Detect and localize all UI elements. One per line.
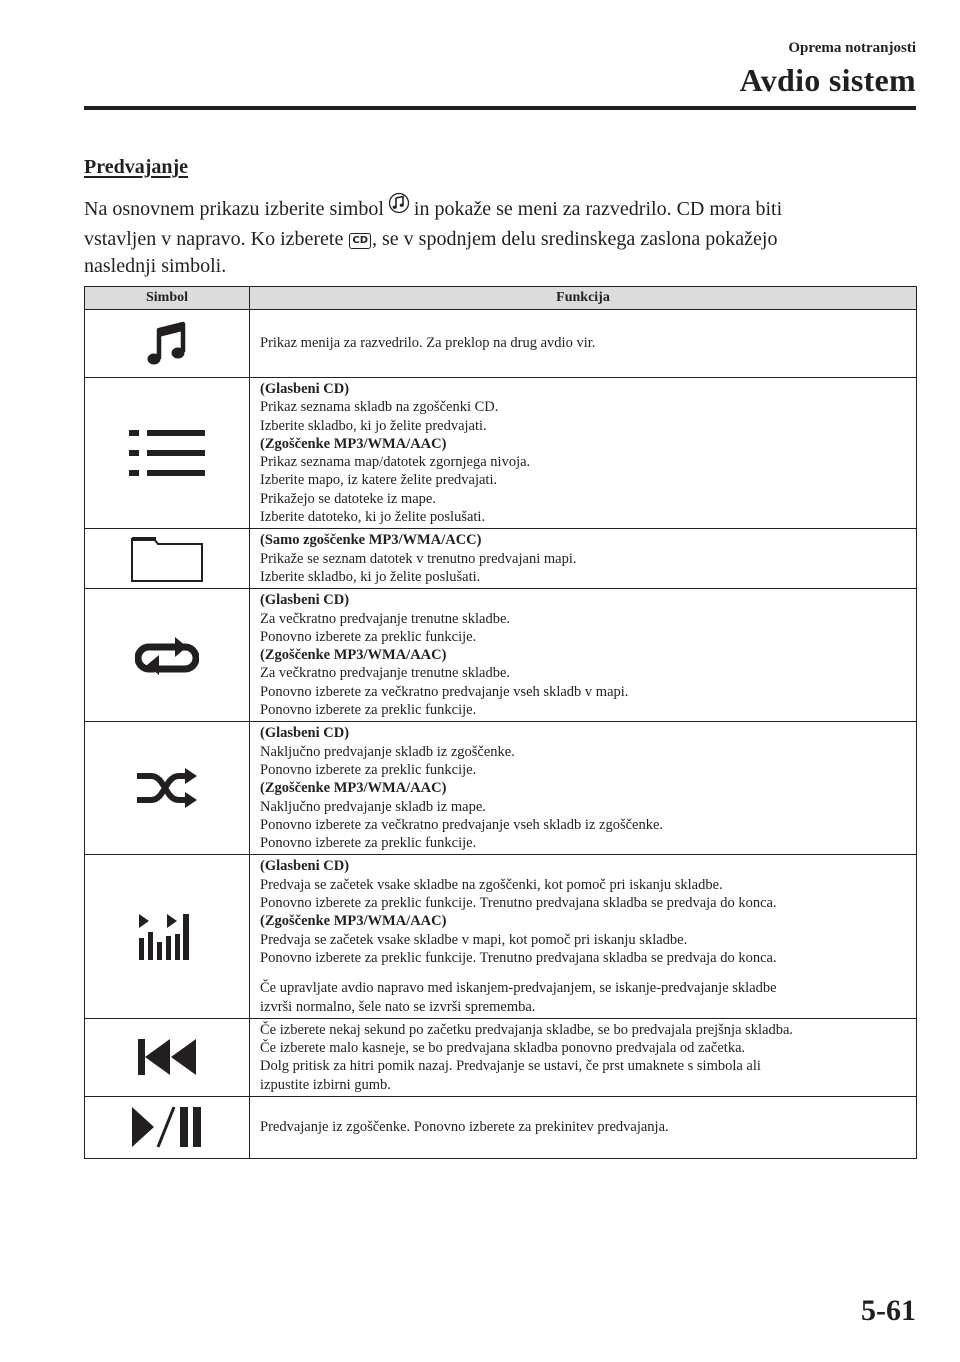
function-text: Prikaz seznama map/datotek zgornjega nivoja. <box>260 454 531 471</box>
function-cell <box>250 378 917 529</box>
function-text: Izberite skladbo, ki jo želite predvajati. <box>260 417 487 434</box>
symbol-cell <box>85 1096 250 1158</box>
folder-icon <box>130 549 204 566</box>
function-cell <box>250 310 917 378</box>
table-row <box>85 1096 917 1158</box>
function-text: Ponovno izberete za preklic funkcije. <box>260 702 477 719</box>
intro-text: , se v spodnjem delu sredinskega zaslona pokažejo <box>372 228 778 250</box>
function-text: (Glasbeni CD) <box>260 858 350 875</box>
section-title: Predvajanje <box>84 156 189 178</box>
function-text: Za večkratno predvajanje trenutne skladbe. <box>260 610 511 627</box>
function-text: (Zgoščenke MP3/WMA/AAC) <box>260 913 447 930</box>
function-text: izpustite izbirni gumb. <box>260 1076 391 1093</box>
intro-text: Na osnovnem prikazu izberite simbol <box>84 198 384 220</box>
table-row <box>85 722 917 855</box>
function-text: Naključno predvajanje skladb iz zgoščenke. <box>260 743 515 760</box>
section-header: Oprema notranjosti <box>788 40 916 56</box>
function-text: izvrši normalno, šele nato se izvrši sprememba. <box>260 998 536 1015</box>
table-row <box>85 378 917 529</box>
symbol-cell <box>85 310 250 378</box>
intro-paragraph <box>84 192 904 280</box>
table-header-row <box>85 287 917 310</box>
function-text: Naključno predvajanje skladb iz mape. <box>260 798 486 815</box>
function-text: Dolg pritisk za hitri pomik nazaj. Predvajanje se ustavi, če prst umaknete s simbola ali <box>260 1058 761 1075</box>
function-cell <box>250 722 917 855</box>
chapter-title: Avdio sistem <box>739 62 916 98</box>
column-header-function: Funkcija <box>250 287 917 310</box>
table-row <box>85 1018 917 1096</box>
function-text: Ponovno izberete za večkratno predvajanje vseh skladb v mapi. <box>260 683 629 700</box>
function-text: (Glasbeni CD) <box>260 592 350 609</box>
scan-icon <box>137 927 197 944</box>
function-cell <box>250 855 917 1018</box>
function-text: Ponovno izberete za preklic funkcije. Trenutno predvajana skladba se predvaja do konca. <box>260 895 777 912</box>
function-text: (Zgoščenke MP3/WMA/AAC) <box>260 647 447 664</box>
function-cell <box>250 1096 917 1158</box>
function-text: (Zgoščenke MP3/WMA/AAC) <box>260 435 447 452</box>
music-note-icon <box>388 192 410 226</box>
function-text: Če upravljate avdio napravo med iskanjem-predvajanjem, se iskanje-predvajanje skladbe <box>260 980 777 997</box>
symbol-cell <box>85 722 250 855</box>
function-text: Prikaže se seznam datotek v trenutno predvajani mapi. <box>260 550 577 567</box>
symbol-cell <box>85 1018 250 1096</box>
shuffle-icon <box>135 779 199 796</box>
function-text: (Samo zgoščenke MP3/WMA/ACC) <box>260 532 482 549</box>
page-number: 5-61 <box>861 1294 916 1327</box>
intro-text: vstavljen v napravo. Ko izberete <box>84 228 344 250</box>
header-rule <box>84 106 916 110</box>
function-text: Predvaja se začetek vsake skladbe v mapi, kot pomoč pri iskanju skladbe. <box>260 931 688 948</box>
symbol-cell <box>85 529 250 589</box>
function-text: Če izberete nekaj sekund po začetku predvajanja skladbe, se bo predvajala prejšnja skladba. <box>260 1021 794 1038</box>
paragraph-gap <box>260 967 908 979</box>
function-text: Ponovno izberete za preklic funkcije. <box>260 628 477 645</box>
function-text: Ponovno izberete za preklic funkcije. Trenutno predvajana skladba se predvaja do konca. <box>260 949 777 966</box>
function-text: Za večkratno predvajanje trenutne skladbe. <box>260 665 511 682</box>
table-row <box>85 529 917 589</box>
table-row <box>85 310 917 378</box>
table-row <box>85 589 917 722</box>
function-text: Izberite skladbo, ki jo želite poslušati. <box>260 568 481 585</box>
cd-icon: CD <box>349 233 371 249</box>
function-cell <box>250 1018 917 1096</box>
function-text: Predvaja se začetek vsake skladbe na zgoščenki, kot pomoč pri iskanju skladbe. <box>260 876 723 893</box>
play-pause-icon <box>130 1118 204 1135</box>
symbol-cell <box>85 378 250 529</box>
symbol-cell <box>85 589 250 722</box>
function-text: Če izberete malo kasneje, se bo predvajana skladba ponovno predvajala od začetka. <box>260 1040 746 1057</box>
function-text: Ponovno izberete za večkratno predvajanje vseh skladb iz zgoščenke. <box>260 816 664 833</box>
column-header-symbol: Simbol <box>85 287 250 310</box>
function-text: Ponovno izberete za preklic funkcije. <box>260 835 477 852</box>
intro-text: naslednji simboli. <box>84 255 227 277</box>
intro-text: in pokaže se meni za razvedrilo. CD mora biti <box>413 198 783 220</box>
previous-track-icon <box>136 1048 198 1065</box>
function-text: Predvajanje iz zgoščenke. Ponovno izberete za prekinitev predvajanja. <box>260 1119 669 1136</box>
symbol-cell <box>85 855 250 1018</box>
function-text: (Zgoščenke MP3/WMA/AAC) <box>260 780 447 797</box>
function-text: Prikaz seznama skladb na zgoščenki CD. <box>260 399 499 416</box>
function-text: Izberite mapo, iz katere želite predvajati. <box>260 472 498 489</box>
table-row <box>85 855 917 1018</box>
list-icon <box>127 444 207 461</box>
function-text: Izberite datoteko, ki jo želite poslušati. <box>260 509 486 526</box>
function-cell <box>250 589 917 722</box>
repeat-icon <box>135 646 199 663</box>
music-note-icon <box>143 334 191 351</box>
function-text: (Glasbeni CD) <box>260 725 350 742</box>
function-text: Prikaz menija za razvedrilo. Za preklop na drug avdio vir. <box>260 335 596 352</box>
function-text: Ponovno izberete za preklic funkcije. <box>260 761 477 778</box>
function-text: Prikažejo se datoteke iz mape. <box>260 490 436 507</box>
symbol-function-table <box>84 286 917 1159</box>
function-text: (Glasbeni CD) <box>260 381 350 397</box>
function-cell <box>250 529 917 589</box>
